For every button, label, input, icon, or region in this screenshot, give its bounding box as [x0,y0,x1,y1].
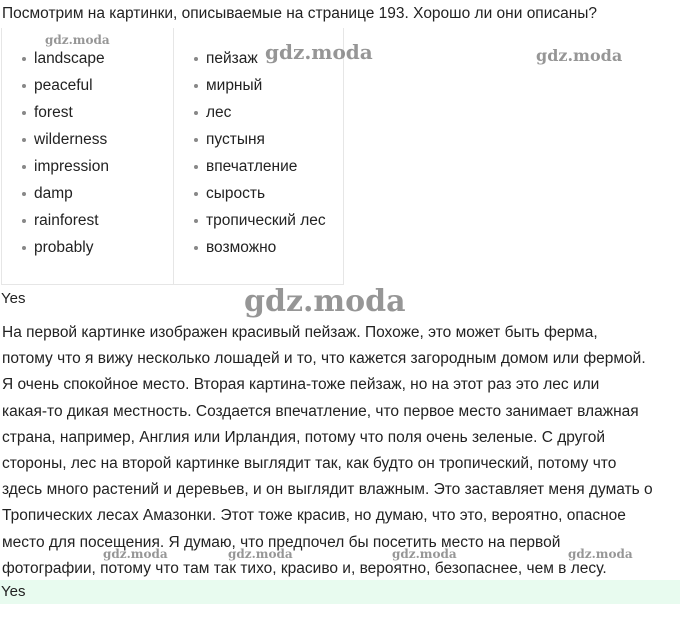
russian-word: впечатление [194,156,326,183]
english-word-list [22,48,109,264]
russian-word: возможно [194,237,326,264]
russian-word: пустыня [194,129,326,156]
watermark: gdz.moda [568,547,633,561]
watermark: gdz.moda [265,40,373,64]
russian-word: лес [194,102,326,129]
russian-word: мирный [194,75,326,102]
watermark: gdz.moda [244,284,406,319]
russian-word-list [194,48,326,264]
russian-word: пейзаж [194,48,326,75]
english-word: impression [22,156,109,183]
english-word: rainforest [22,210,109,237]
english-word: landscape [22,48,109,75]
essay-line: Я очень спокойное место. Вторая картина-тоже пейзаж, но на этот раз это лес или [2,376,600,394]
answer-essay [2,320,680,582]
russian-word: тропический лес [194,210,326,237]
essay-line: стороны, лес на второй картинке выглядит так, как будто он тропический, потому что [2,455,617,473]
watermark: gdz.moda [228,547,293,561]
essay-line: страна, например, Англия или Ирландия, потому что поля очень зеленые. С другой [2,428,606,446]
english-word: wilderness [22,129,109,156]
english-word: probably [22,237,109,264]
question-text: Посмотрим на картинки, описываемые на странице 193. Хорошо ли они описаны? [2,5,598,22]
russian-word: сырость [194,183,326,210]
answer-bar-label: Yes [1,583,26,600]
vocabulary-table [1,28,344,285]
essay-line: На первой картинке изображен красивый пейзаж. Похоже, это может быть ферма, [2,324,598,341]
essay-line: здесь много растений и деревьев, и он выглядит влажным. Это заставляет меня думать о [2,481,653,499]
watermark: gdz.moda [536,46,623,65]
watermark: gdz.moda [45,33,110,47]
essay-line: фотографии, потому что там так тихо, красиво и, вероятно, безопаснее, чем в лесу. [2,559,607,577]
essay-line: какая-то дикая местность. Создается впечатление, что первое место занимает влажная [2,402,639,420]
answer-highlight-bar [0,580,680,604]
essay-line: Тропических лесах Амазонки. Этот тоже красив, но думаю, что это, вероятно, опасное [2,507,626,525]
essay-line: потому что я вижу несколько лошадей и то, что кажется загородным домом или фермой. [2,350,646,368]
column-divider [173,28,174,284]
watermark: gdz.moda [392,547,457,561]
watermark: gdz.moda [103,547,168,561]
english-word: damp [22,183,109,210]
essay-line: место для посещения. Я думаю, что предпочел бы посетить место на первой [2,533,561,551]
english-word: forest [22,102,109,129]
english-word: peaceful [22,75,109,102]
answer-label: Yes [1,290,26,307]
